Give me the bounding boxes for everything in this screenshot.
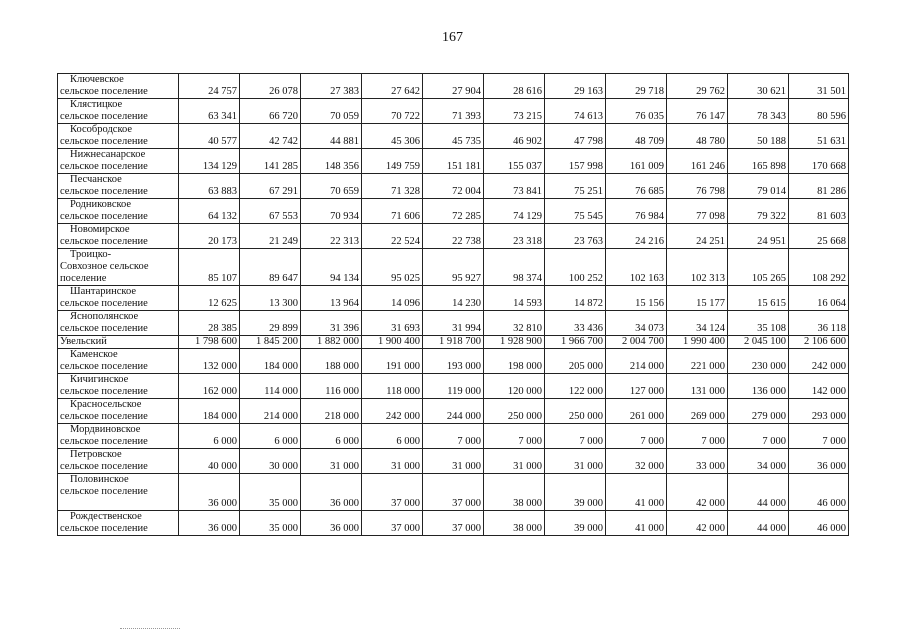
value-cell: 14 593 [484, 286, 545, 311]
value-cell: 12 625 [179, 286, 240, 311]
value-cell: 31 693 [362, 311, 423, 336]
value-cell: 31 994 [423, 311, 484, 336]
value-cell: 165 898 [728, 149, 789, 174]
table-row [58, 149, 849, 174]
value-cell: 37 000 [362, 474, 423, 511]
value-cell: 48 780 [667, 124, 728, 149]
value-cell: 23 318 [484, 224, 545, 249]
value-cell: 40 000 [179, 449, 240, 474]
row-name [58, 374, 179, 399]
value-cell: 2 004 700 [606, 336, 667, 349]
value-cell: 95 025 [362, 249, 423, 286]
value-cell: 78 343 [728, 99, 789, 124]
value-cell: 44 000 [728, 511, 789, 536]
table-row [58, 449, 849, 474]
value-cell: 33 436 [545, 311, 606, 336]
value-cell: 37 000 [423, 511, 484, 536]
row-name [58, 99, 179, 124]
value-cell: 79 322 [728, 199, 789, 224]
value-cell: 33 000 [667, 449, 728, 474]
value-cell: 148 356 [301, 149, 362, 174]
value-cell: 94 134 [301, 249, 362, 286]
value-cell: 73 215 [484, 99, 545, 124]
value-cell: 64 132 [179, 199, 240, 224]
row-name-line: Нижнесанарское [70, 149, 146, 160]
value-cell: 221 000 [667, 349, 728, 374]
value-cell: 46 000 [789, 511, 849, 536]
row-name [58, 336, 179, 349]
value-cell: 24 951 [728, 224, 789, 249]
value-cell: 44 000 [728, 474, 789, 511]
value-cell: 1 882 000 [301, 336, 362, 349]
value-cell: 30 000 [240, 449, 301, 474]
row-name-line: сельское поселение [60, 211, 148, 222]
bottom-mark [120, 628, 180, 633]
value-cell: 120 000 [484, 374, 545, 399]
row-name-line: Петровское [70, 449, 122, 460]
value-cell: 105 265 [728, 249, 789, 286]
value-cell: 70 659 [301, 174, 362, 199]
value-cell: 6 000 [179, 424, 240, 449]
value-cell: 20 173 [179, 224, 240, 249]
value-cell: 31 000 [423, 449, 484, 474]
value-cell: 162 000 [179, 374, 240, 399]
row-name-line: Родниковское [70, 199, 132, 210]
table-row [58, 374, 849, 399]
row-name [58, 174, 179, 199]
value-cell: 45 735 [423, 124, 484, 149]
value-cell: 1 990 400 [667, 336, 728, 349]
value-cell: 74 129 [484, 199, 545, 224]
value-cell: 7 000 [423, 424, 484, 449]
value-cell: 38 000 [484, 511, 545, 536]
value-cell: 42 000 [667, 474, 728, 511]
value-cell: 15 156 [606, 286, 667, 311]
row-name-line: сельское поселение [60, 436, 148, 447]
value-cell: 157 998 [545, 149, 606, 174]
value-cell: 42 000 [667, 511, 728, 536]
value-cell: 37 000 [423, 474, 484, 511]
value-cell: 45 306 [362, 124, 423, 149]
value-cell: 7 000 [606, 424, 667, 449]
value-cell: 141 285 [240, 149, 301, 174]
value-cell: 71 328 [362, 174, 423, 199]
value-cell: 293 000 [789, 399, 849, 424]
value-cell: 131 000 [667, 374, 728, 399]
value-cell: 67 553 [240, 199, 301, 224]
row-name-line: сельское поселение [60, 136, 148, 147]
table-row [58, 174, 849, 199]
table-row [58, 199, 849, 224]
value-cell: 73 841 [484, 174, 545, 199]
value-cell: 70 722 [362, 99, 423, 124]
row-name [58, 74, 179, 99]
value-cell: 46 902 [484, 124, 545, 149]
value-cell: 218 000 [301, 399, 362, 424]
table-row [58, 224, 849, 249]
value-cell: 161 009 [606, 149, 667, 174]
value-cell: 28 616 [484, 74, 545, 99]
value-cell: 127 000 [606, 374, 667, 399]
value-cell: 149 759 [362, 149, 423, 174]
row-name-line: сельское поселение [60, 111, 148, 122]
value-cell: 6 000 [362, 424, 423, 449]
value-cell: 24 757 [179, 74, 240, 99]
row-name-line: Шантаринское [70, 286, 137, 297]
value-cell: 27 383 [301, 74, 362, 99]
value-cell: 24 251 [667, 224, 728, 249]
row-name-line: Песчанское [70, 174, 122, 185]
value-cell: 134 129 [179, 149, 240, 174]
value-cell: 50 188 [728, 124, 789, 149]
value-cell: 242 000 [362, 399, 423, 424]
value-cell: 70 934 [301, 199, 362, 224]
value-cell: 116 000 [301, 374, 362, 399]
value-cell: 31 000 [362, 449, 423, 474]
value-cell: 198 000 [484, 349, 545, 374]
table-row [58, 424, 849, 449]
table-row [58, 349, 849, 374]
row-name [58, 149, 179, 174]
value-cell: 29 718 [606, 74, 667, 99]
value-cell: 155 037 [484, 149, 545, 174]
value-cell: 32 000 [606, 449, 667, 474]
row-name-line: Рождественское [70, 511, 142, 522]
value-cell: 36 000 [301, 474, 362, 511]
value-cell: 51 631 [789, 124, 849, 149]
value-cell: 39 000 [545, 474, 606, 511]
row-name-line: сельское поселение [60, 86, 148, 97]
row-name-line: сельское поселение [60, 523, 148, 534]
value-cell: 80 596 [789, 99, 849, 124]
value-cell: 89 647 [240, 249, 301, 286]
value-cell: 32 810 [484, 311, 545, 336]
row-name [58, 399, 179, 424]
value-cell: 1 966 700 [545, 336, 606, 349]
table-row [58, 249, 849, 286]
value-cell: 184 000 [179, 399, 240, 424]
value-cell: 67 291 [240, 174, 301, 199]
value-cell: 42 742 [240, 124, 301, 149]
value-cell: 230 000 [728, 349, 789, 374]
row-name-line: сельское поселение [60, 411, 148, 422]
value-cell: 108 292 [789, 249, 849, 286]
value-cell: 188 000 [301, 349, 362, 374]
row-name [58, 511, 179, 536]
page-number: 167 [442, 30, 463, 45]
value-cell: 38 000 [484, 474, 545, 511]
value-cell: 23 763 [545, 224, 606, 249]
row-name-line: сельское поселение [60, 361, 148, 372]
row-name-line: Совхозное сельское [60, 261, 149, 272]
value-cell: 193 000 [423, 349, 484, 374]
row-name-line: Клястицкое [70, 99, 123, 110]
value-cell: 47 798 [545, 124, 606, 149]
value-cell: 122 000 [545, 374, 606, 399]
value-cell: 36 000 [179, 511, 240, 536]
row-name-line: Мордвиновское [70, 424, 141, 435]
value-cell: 191 000 [362, 349, 423, 374]
row-name-line: сельское поселение [60, 298, 148, 309]
value-cell: 16 064 [789, 286, 849, 311]
value-cell: 242 000 [789, 349, 849, 374]
value-cell: 71 393 [423, 99, 484, 124]
value-cell: 41 000 [606, 511, 667, 536]
row-name-line: Каменское [70, 349, 118, 360]
value-cell: 76 798 [667, 174, 728, 199]
value-cell: 27 642 [362, 74, 423, 99]
value-cell: 15 177 [667, 286, 728, 311]
value-cell: 66 720 [240, 99, 301, 124]
row-name-line: Троицко- [70, 249, 112, 260]
row-name-line [60, 498, 176, 510]
value-cell: 136 000 [728, 374, 789, 399]
value-cell: 21 249 [240, 224, 301, 249]
value-cell: 41 000 [606, 474, 667, 511]
row-name-line: сельское поселение [60, 186, 148, 197]
value-cell: 22 313 [301, 224, 362, 249]
value-cell: 15 615 [728, 286, 789, 311]
value-cell: 6 000 [240, 424, 301, 449]
data-table [57, 73, 849, 536]
value-cell: 27 904 [423, 74, 484, 99]
value-cell: 72 285 [423, 199, 484, 224]
table-row [58, 74, 849, 99]
value-cell: 205 000 [545, 349, 606, 374]
value-cell: 25 668 [789, 224, 849, 249]
value-cell: 31 501 [789, 74, 849, 99]
value-cell: 48 709 [606, 124, 667, 149]
row-name-line: сельское поселение [60, 486, 148, 497]
row-name [58, 286, 179, 311]
value-cell: 34 124 [667, 311, 728, 336]
value-cell: 31 000 [484, 449, 545, 474]
value-cell: 72 004 [423, 174, 484, 199]
value-cell: 76 984 [606, 199, 667, 224]
value-cell: 29 762 [667, 74, 728, 99]
value-cell: 244 000 [423, 399, 484, 424]
row-name [58, 424, 179, 449]
value-cell: 76 685 [606, 174, 667, 199]
value-cell: 1 918 700 [423, 336, 484, 349]
value-cell: 214 000 [606, 349, 667, 374]
value-cell: 184 000 [240, 349, 301, 374]
value-cell: 1 798 600 [179, 336, 240, 349]
value-cell: 63 341 [179, 99, 240, 124]
value-cell: 79 014 [728, 174, 789, 199]
row-name-line: Половинское [70, 474, 129, 485]
value-cell: 279 000 [728, 399, 789, 424]
value-cell: 26 078 [240, 74, 301, 99]
value-cell: 1 900 400 [362, 336, 423, 349]
value-cell: 95 927 [423, 249, 484, 286]
value-cell: 29 163 [545, 74, 606, 99]
value-cell: 81 603 [789, 199, 849, 224]
value-cell: 1 928 900 [484, 336, 545, 349]
value-cell: 31 396 [301, 311, 362, 336]
table-row [58, 286, 849, 311]
row-name-line: Кособродское [70, 124, 133, 135]
value-cell: 36 118 [789, 311, 849, 336]
value-cell: 28 385 [179, 311, 240, 336]
value-cell: 102 163 [606, 249, 667, 286]
row-name-line: Ключевское [70, 74, 124, 85]
value-cell: 161 246 [667, 149, 728, 174]
value-cell: 7 000 [728, 424, 789, 449]
value-cell: 30 621 [728, 74, 789, 99]
value-cell: 77 098 [667, 199, 728, 224]
value-cell: 75 251 [545, 174, 606, 199]
value-cell: 114 000 [240, 374, 301, 399]
value-cell: 102 313 [667, 249, 728, 286]
row-name-line: сельское поселение [60, 461, 148, 472]
value-cell: 7 000 [667, 424, 728, 449]
value-cell: 81 286 [789, 174, 849, 199]
row-name-line: Красносельское [70, 399, 142, 410]
table-row [58, 336, 849, 349]
value-cell: 7 000 [789, 424, 849, 449]
value-cell: 13 300 [240, 286, 301, 311]
value-cell: 1 845 200 [240, 336, 301, 349]
row-name [58, 311, 179, 336]
value-cell: 2 106 600 [789, 336, 849, 349]
value-cell: 214 000 [240, 399, 301, 424]
value-cell: 2 045 100 [728, 336, 789, 349]
value-cell: 22 524 [362, 224, 423, 249]
value-cell: 14 230 [423, 286, 484, 311]
row-name-line: Яснополянское [70, 311, 139, 322]
value-cell: 170 668 [789, 149, 849, 174]
value-cell: 44 881 [301, 124, 362, 149]
row-name [58, 224, 179, 249]
row-name-line: Кичигинское [70, 374, 129, 385]
value-cell: 142 000 [789, 374, 849, 399]
table-row [58, 124, 849, 149]
value-cell: 34 073 [606, 311, 667, 336]
value-cell: 34 000 [728, 449, 789, 474]
value-cell: 6 000 [301, 424, 362, 449]
value-cell: 36 000 [301, 511, 362, 536]
value-cell: 70 059 [301, 99, 362, 124]
value-cell: 63 883 [179, 174, 240, 199]
table-row [58, 511, 849, 536]
value-cell: 31 000 [301, 449, 362, 474]
value-cell: 250 000 [545, 399, 606, 424]
value-cell: 22 738 [423, 224, 484, 249]
row-name-line: сельское поселение [60, 323, 148, 334]
value-cell: 7 000 [484, 424, 545, 449]
value-cell: 118 000 [362, 374, 423, 399]
value-cell: 261 000 [606, 399, 667, 424]
row-name-line: сельское поселение [60, 236, 148, 247]
value-cell: 35 108 [728, 311, 789, 336]
value-cell: 36 000 [179, 474, 240, 511]
row-name [58, 474, 179, 511]
value-cell: 269 000 [667, 399, 728, 424]
value-cell: 31 000 [545, 449, 606, 474]
row-name-line: поселение [60, 273, 107, 284]
value-cell: 7 000 [545, 424, 606, 449]
value-cell: 29 899 [240, 311, 301, 336]
value-cell: 40 577 [179, 124, 240, 149]
value-cell: 39 000 [545, 511, 606, 536]
value-cell: 98 374 [484, 249, 545, 286]
table-row [58, 99, 849, 124]
table-row [58, 474, 849, 511]
value-cell: 250 000 [484, 399, 545, 424]
value-cell: 35 000 [240, 511, 301, 536]
row-name-line: Увельский [60, 336, 107, 347]
value-cell: 71 606 [362, 199, 423, 224]
row-name [58, 349, 179, 374]
value-cell: 85 107 [179, 249, 240, 286]
row-name-line: сельское поселение [60, 386, 148, 397]
value-cell: 76 147 [667, 99, 728, 124]
value-cell: 100 252 [545, 249, 606, 286]
value-cell: 37 000 [362, 511, 423, 536]
value-cell: 76 035 [606, 99, 667, 124]
value-cell: 35 000 [240, 474, 301, 511]
row-name-line: сельское поселение [60, 161, 148, 172]
value-cell: 13 964 [301, 286, 362, 311]
value-cell: 151 181 [423, 149, 484, 174]
row-name [58, 249, 179, 286]
row-name [58, 124, 179, 149]
value-cell: 14 872 [545, 286, 606, 311]
value-cell: 74 613 [545, 99, 606, 124]
value-cell: 75 545 [545, 199, 606, 224]
value-cell: 14 096 [362, 286, 423, 311]
value-cell: 132 000 [179, 349, 240, 374]
table-row [58, 399, 849, 424]
table-row [58, 311, 849, 336]
value-cell: 46 000 [789, 474, 849, 511]
row-name [58, 199, 179, 224]
row-name [58, 449, 179, 474]
row-name-line: Новомирское [70, 224, 130, 235]
value-cell: 24 216 [606, 224, 667, 249]
table-body [58, 74, 849, 536]
value-cell: 119 000 [423, 374, 484, 399]
value-cell: 36 000 [789, 449, 849, 474]
